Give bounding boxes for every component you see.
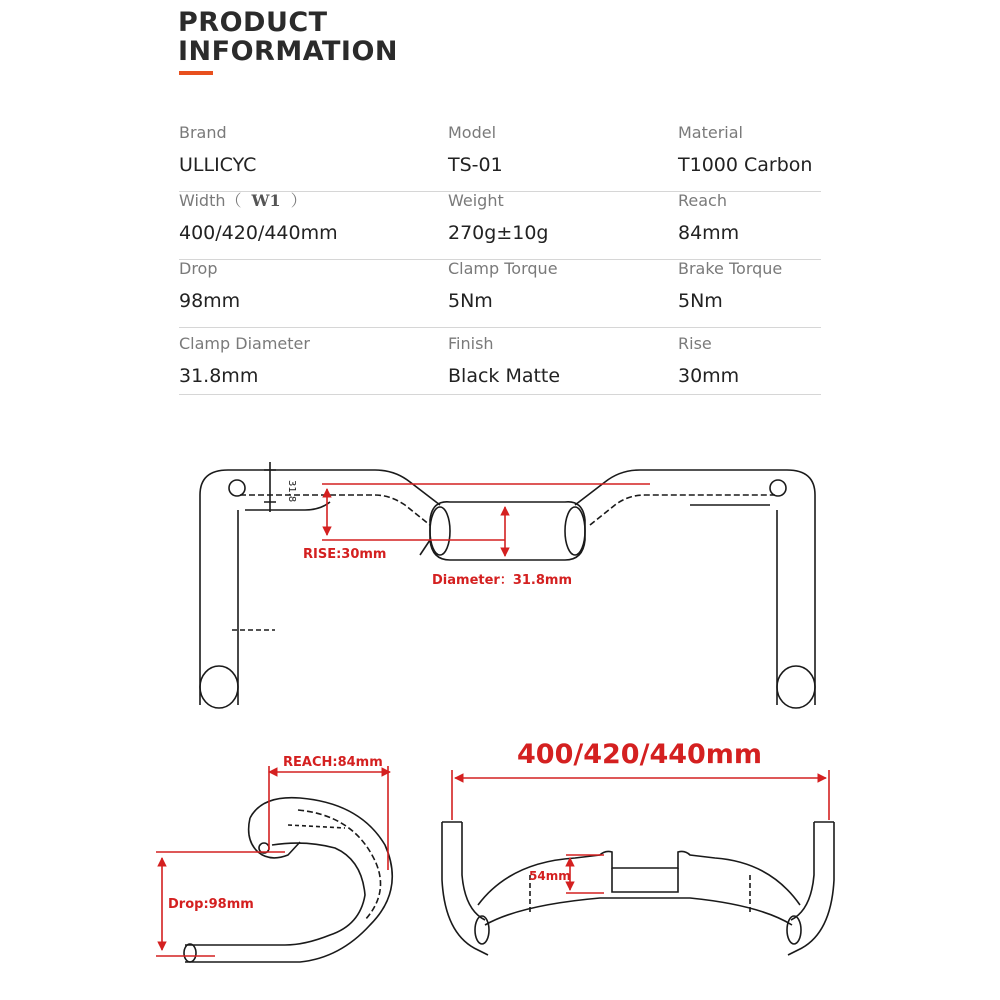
left-top-upper bbox=[228, 470, 440, 505]
front-clamp bbox=[612, 868, 678, 892]
spec-label: Brake Torque bbox=[678, 259, 783, 278]
side-bar-end bbox=[184, 944, 196, 962]
drop-label: Drop:98mm bbox=[168, 897, 254, 912]
spec-label: Brand bbox=[179, 123, 227, 142]
spec-value: 84mm bbox=[678, 222, 740, 244]
reach-drop-dimension bbox=[156, 766, 390, 956]
side-outer-curve bbox=[185, 798, 392, 962]
front-right-inner bbox=[791, 822, 814, 920]
front-left-outer bbox=[442, 822, 488, 955]
clamp-edge-left bbox=[430, 507, 450, 555]
spec-value: ULLICYC bbox=[179, 154, 257, 176]
width-label-prefix: Width（ bbox=[179, 191, 242, 210]
diameter-label: Diameter：31.8mm bbox=[432, 573, 572, 588]
spec-label: Drop bbox=[179, 259, 218, 278]
spec-label: Weight bbox=[448, 191, 504, 210]
etched-mark-lines bbox=[264, 462, 276, 512]
spec-value: T1000 Carbon bbox=[678, 154, 813, 176]
spec-value: Black Matte bbox=[448, 365, 561, 387]
right-top-seam bbox=[590, 495, 775, 525]
clamp-area bbox=[430, 502, 585, 560]
spec-label: Reach bbox=[678, 191, 727, 210]
spec-value: 98mm bbox=[179, 290, 241, 312]
left-bar-end bbox=[200, 666, 238, 708]
spec-value: 270g±10g bbox=[448, 222, 549, 244]
etched-mark-text: 31.8 bbox=[286, 480, 297, 503]
width-dimension bbox=[452, 770, 829, 893]
side-cable-line bbox=[288, 825, 345, 828]
left-top-lower bbox=[245, 502, 330, 510]
front-left-inner bbox=[462, 822, 485, 920]
right-bar-end bbox=[777, 666, 815, 708]
clamp-edge-right bbox=[565, 507, 585, 555]
spec-label: Clamp Diameter bbox=[179, 334, 310, 353]
width-label-suffix: ） bbox=[290, 191, 307, 210]
spec-value: TS-01 bbox=[448, 154, 503, 176]
spec-label: Finish bbox=[448, 334, 494, 353]
side-view-diagram bbox=[184, 798, 392, 962]
spec-value: 31.8mm bbox=[179, 365, 259, 387]
center-label: 54mm bbox=[529, 869, 571, 883]
front-top-contour bbox=[478, 851, 800, 905]
width-mark: W1 bbox=[251, 191, 281, 210]
spec-value: 30mm bbox=[678, 365, 740, 387]
front-view-diagram bbox=[442, 822, 834, 955]
left-drop-outline bbox=[200, 470, 228, 705]
left-bend-joint bbox=[229, 480, 245, 496]
spec-label: Material bbox=[678, 123, 743, 142]
left-transition bbox=[420, 540, 430, 555]
right-top-upper bbox=[575, 470, 815, 505]
title-line-2: INFORMATION bbox=[178, 36, 399, 67]
width-label: 400/420/440mm bbox=[517, 739, 763, 770]
spec-value: 5Nm bbox=[448, 290, 493, 312]
title-line-1: PRODUCT bbox=[178, 7, 328, 38]
spec-value: 400/420/440mm bbox=[179, 222, 338, 244]
reach-label: REACH:84mm bbox=[283, 755, 383, 770]
spec-label: Model bbox=[448, 123, 497, 142]
right-bend-joint bbox=[770, 480, 786, 496]
front-right-outer bbox=[788, 822, 834, 955]
front-left-end bbox=[475, 916, 489, 944]
rise-label: RISE:30mm bbox=[303, 547, 387, 562]
spec-label: Rise bbox=[678, 334, 712, 353]
front-bottom-contour bbox=[485, 898, 792, 925]
spec-label: Clamp Torque bbox=[448, 259, 558, 278]
spec-value: 5Nm bbox=[678, 290, 723, 312]
front-right-end bbox=[787, 916, 801, 944]
